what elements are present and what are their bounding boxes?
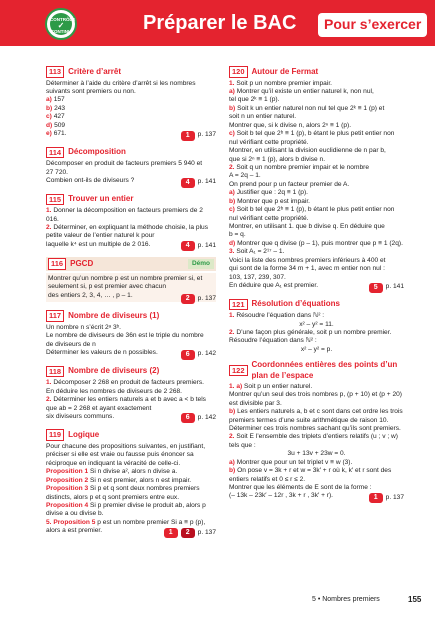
item-marker: 1. xyxy=(229,312,235,320)
method-icon: 1 xyxy=(164,528,178,538)
exercise-line: b) 243 xyxy=(46,104,66,112)
exercise-title: Nombre de diviseurs (1) xyxy=(68,310,160,320)
exercise-line: e) 671. xyxy=(46,130,67,138)
exercise-line: a) Montrer que pour un tel triplet v ≡ w (3). xyxy=(229,458,353,466)
exercise-line: Montrer que les éléments de E sont de la forme : xyxy=(229,484,372,492)
item-marker: c) xyxy=(229,130,235,138)
exercise-line: c) Soit b tel que 2ᵇ ≡ 1 (p), b étant le plus petit entier non xyxy=(229,206,395,214)
item-marker: 2. xyxy=(229,329,235,336)
exercise-number: 114 xyxy=(46,147,64,159)
item-marker: b) xyxy=(46,104,53,112)
item-marker: 5. Proposition 5 xyxy=(46,518,96,526)
exercise-line: x² – y² = p. xyxy=(300,345,333,353)
method-icon: 2 xyxy=(181,528,195,538)
exercise-line: est divisible par 3. xyxy=(229,399,282,407)
exercise-line: 2. Déterminer les entiers naturels a et b avec a < b tels xyxy=(46,396,206,404)
exercise-line: a) Justifier que : 2q ≡ 1 (p). xyxy=(229,189,308,197)
exercise-body xyxy=(46,443,216,536)
exercise-line: Décomposer en produit de facteurs premiers 5 940 et xyxy=(46,160,203,168)
exercise-line: Combien ont-ils de diviseurs ? xyxy=(46,177,135,185)
exercise-header xyxy=(46,257,216,271)
exercise-line: (– 13k – 23k′ – 12r , 3k + r , 3k′ + r). xyxy=(229,492,333,500)
exercise-line: d) Montrer que q divise (p – 1), puis montrer que p ≡ 1 (2q). xyxy=(229,239,403,247)
exercise-line: Déterminer ces trois nombres sachant qu’ils sont premiers. xyxy=(229,424,401,432)
exercise-line: soit n un entier naturel. xyxy=(229,113,297,121)
exercise-line: Déterminer les valeurs de n possibles. xyxy=(46,349,158,357)
item-marker: b) xyxy=(229,197,236,205)
exercise-line: 5. Proposition 5 p est un nombre premier Si a ≡ p (p), xyxy=(46,518,206,526)
method-icon: 4 xyxy=(181,241,195,251)
item-marker: Proposition 1 xyxy=(46,468,89,476)
exercise-title: Résolution d’équations xyxy=(251,299,340,309)
exercise-line: b) Soit k un entier naturel non nul tel que 2ᵏ ≡ 1 (p) et xyxy=(229,104,385,112)
method-icon: 6 xyxy=(181,350,195,360)
exercise-line: Montrer qu’un nombre p est un nombre premier si, et xyxy=(48,274,203,282)
exercise-header xyxy=(229,299,404,311)
exercise-line: divise a ou divise b. xyxy=(46,510,104,518)
item-marker: b) xyxy=(229,104,236,112)
exercise-line: des entiers 2, 3, 4, … , p – 1. xyxy=(48,291,133,299)
page-reference: p. 141 xyxy=(197,242,216,250)
exercise-113 xyxy=(46,66,216,141)
exercise-line: Déterminer à l’aide du critère d’arrêt si les nombres xyxy=(46,79,196,87)
exercise-line: distincts, alors p et q sont premiers entre eux. xyxy=(46,493,180,501)
exercise-line: d) 509 xyxy=(46,121,66,129)
exercise-119 xyxy=(46,429,216,537)
item-marker: 2. xyxy=(46,396,52,404)
exercise-title: Coordonnées entières des points d’un plan de l’espace xyxy=(251,360,398,380)
exercise-number: 121 xyxy=(229,299,248,311)
exercise-title: Autour de Fermat xyxy=(251,66,319,76)
exercise-line: c) Soit b tel que 2ᵇ ≡ 1 (p), b étant le plus petit entier non xyxy=(229,130,395,138)
page-reference: p. 142 xyxy=(197,350,216,358)
page-reference: p. 137 xyxy=(197,528,216,536)
method-icon: 6 xyxy=(181,413,195,423)
exercise-header xyxy=(46,310,216,322)
exercise-line: En déduire que A₁ est premier. xyxy=(229,282,319,290)
exercise-line: Montrer, en utilisant 1. que b divise q. En déduire que xyxy=(229,223,385,231)
page-reference: p. 137 xyxy=(385,493,404,501)
exercise-line: b) Les entiers naturels a, b et c sont dans cet ordre les trois xyxy=(229,408,403,416)
item-marker: c) xyxy=(46,113,52,121)
item-marker: d) xyxy=(46,121,53,129)
exercise-number: 118 xyxy=(46,366,64,378)
exercise-line: Un nombre n s’écrit 2ᵃ 3ᵇ. xyxy=(46,323,121,331)
item-marker: c) xyxy=(229,206,235,214)
item-marker: 1. xyxy=(46,379,52,387)
exercise-line: tel que 2ᵏ ≡ 1 (p). xyxy=(229,96,280,104)
exercise-title: PGCD xyxy=(70,259,94,269)
exercise-number: 116 xyxy=(48,258,66,270)
left-column xyxy=(46,66,216,544)
exercise-line: A = 2q – 1. xyxy=(229,172,261,180)
exercise-line: c) 427 xyxy=(46,113,65,121)
item-marker: d) xyxy=(229,239,236,247)
exercise-line: Montrer qu’un seul des trois nombres p, (p + 10) et (p + 20) xyxy=(229,391,402,399)
page-title: Préparer le BAC xyxy=(143,12,297,34)
exercise-line: x² – y² = 11. xyxy=(299,320,334,328)
exercise-line: 2. Déterminer, en expliquant la méthode choisie, la plus xyxy=(46,224,209,232)
page-reference: p. 137 xyxy=(197,295,216,303)
exercise-title: Trouver un entier xyxy=(68,194,134,204)
page-reference: p. 142 xyxy=(197,414,216,422)
exercise-116 xyxy=(46,257,216,304)
page-reference: p. 137 xyxy=(197,131,216,139)
exercise-line: 1. a) Soit p un entier naturel. xyxy=(229,382,313,390)
exercise-header xyxy=(229,360,404,380)
exercise-line: alors a est premier. xyxy=(46,527,103,535)
exercise-118 xyxy=(46,366,216,424)
item-marker: e) xyxy=(46,130,52,138)
exercise-line: b) Montrer que p est impair. xyxy=(229,197,310,205)
exercise-120 xyxy=(229,66,404,293)
exercise-line: a) Montrer qu’il existe un entier naturel k, non nul, xyxy=(229,88,374,96)
exercise-117 xyxy=(46,310,216,359)
exercise-number: 119 xyxy=(46,429,64,441)
exercise-line: premiers termes d’une suite arithmétique de raison 10. xyxy=(229,416,389,424)
exercise-line: 3u + 13v + 23w = 0. xyxy=(287,450,346,458)
exercise-line: qui sont de la forme 34 m + 1, avec m entier non nul : xyxy=(229,265,385,273)
exercise-line: Montrer que, si k divise n, alors 2ⁿ ≡ 1 (p). xyxy=(229,121,352,129)
exercise-header xyxy=(46,366,216,378)
exercise-line: 2. Soit E l’ensemble des triplets d’entiers relatifs (u ; v ; w) xyxy=(229,433,398,441)
exercise-line: On prend pour p un facteur premier de A. xyxy=(229,180,350,188)
exercise-line: 1. Soit p un nombre premier impair. xyxy=(229,79,332,87)
exercise-line: b) On pose v = 3k + r et w = 3k′ + r où k, k′ et r sont des xyxy=(229,467,392,475)
item-marker: 3. xyxy=(229,248,235,256)
exercise-line: réciproque en indiquant la véracité de celle-ci. xyxy=(46,459,181,467)
exercise-number: 115 xyxy=(46,194,64,206)
exercise-line: 2. Soit q un nombre premier impair et le nombre xyxy=(229,163,369,171)
exercise-header xyxy=(46,429,216,441)
exercise-header xyxy=(229,66,404,78)
exercise-header xyxy=(46,66,216,78)
exercise-line: suivants sont premiers ou non. xyxy=(46,88,136,96)
method-icon: 4 xyxy=(181,178,195,188)
exercise-line: de diviseurs de n xyxy=(46,340,96,348)
exercise-line: nul vérifiant cette propriété. xyxy=(229,138,309,146)
exercise-line: Proposition 2 Si n est premier, alors n est impair. xyxy=(46,476,192,484)
exercise-line: Proposition 3 Si p et q sont deux nombres premiers xyxy=(46,485,200,493)
item-marker: 2. xyxy=(46,224,52,232)
exercise-header xyxy=(46,194,216,206)
check-icon: ✓ xyxy=(57,21,65,30)
right-column xyxy=(229,66,404,509)
page-footer xyxy=(312,595,422,605)
exercise-line: b = q. xyxy=(229,231,246,239)
exercise-line: 1. Résoudre l’équation dans ℕ² : xyxy=(229,312,325,320)
exercise-line: 103, 137, 239, 307. xyxy=(229,273,286,281)
exercise-115 xyxy=(46,194,216,252)
item-marker: 1. a) xyxy=(229,382,243,390)
exercise-114 xyxy=(46,147,216,188)
exercise-line: seulement si, p est premier avec chacun xyxy=(48,283,167,291)
exercise-line: En déduire les nombres de diviseurs de 2 268. xyxy=(46,387,182,395)
exercise-line: 1. Donner la décomposition en facteurs premiers de 2 016. xyxy=(46,207,203,223)
badge-top-text: CONTRÔLE xyxy=(50,17,76,22)
exercise-body xyxy=(229,312,404,354)
footer-chapter: 5 • Nombres premiers xyxy=(312,596,380,603)
exercise-line: laquelle k⁴ est un multiple de 2 016. xyxy=(46,240,151,248)
item-marker: Proposition 2 xyxy=(46,476,89,484)
item-marker: a) xyxy=(229,458,235,466)
exercise-line: que ab = 2 268 et ayant exactement xyxy=(46,404,152,412)
page-header xyxy=(0,0,435,46)
badge-inner xyxy=(50,13,76,35)
exercise-line: a) 157 xyxy=(46,96,65,104)
exercise-line: 1. Décomposer 2 268 en produit de facteurs premiers. xyxy=(46,379,204,387)
exercise-title: Décomposition xyxy=(68,147,126,157)
page-number: 155 xyxy=(408,595,422,604)
exercise-line: 2. D’une façon plus générale, soit p un nombre premier. xyxy=(229,329,392,336)
exercise-line: Montrer, en utilisant la division euclidienne de n par b, xyxy=(229,147,386,155)
exercise-title: Nombre de diviseurs (2) xyxy=(68,366,160,376)
exercise-body xyxy=(229,80,404,291)
method-icon: 2 xyxy=(181,294,195,304)
exercise-121 xyxy=(229,299,404,355)
item-marker: Proposition 3 xyxy=(46,485,89,493)
exercise-title: Logique xyxy=(68,430,100,440)
exercise-line: six diviseurs communs. xyxy=(46,412,115,420)
exercise-line: Pour chacune des propositions suivantes, en justifiant, xyxy=(46,442,206,450)
exercise-line: tels que : xyxy=(229,441,256,449)
item-marker: 2. xyxy=(229,163,235,171)
page-reference: p. 141 xyxy=(385,283,404,291)
item-marker: b) xyxy=(229,467,236,475)
exercise-122 xyxy=(229,360,404,503)
section-pill: Pour s’exercer xyxy=(318,13,427,37)
exercise-line: que si 2ⁿ ≡ 1 (p), alors b divise n. xyxy=(229,155,326,163)
exercise-line: 27 720. xyxy=(46,168,68,176)
exercise-line: Le nombre de diviseurs de 36n est le triple du nombre xyxy=(46,332,204,340)
exercise-header xyxy=(46,147,216,159)
page-reference: p. 141 xyxy=(197,178,216,186)
item-marker: a) xyxy=(229,189,235,197)
exercise-line: Proposition 1 Si n divise a², alors n divise a. xyxy=(46,468,178,476)
exercise-number: 120 xyxy=(229,66,248,78)
item-marker: a) xyxy=(229,88,235,96)
exercise-line: Voici la liste des nombres premiers inférieurs à 400 et xyxy=(229,256,386,264)
exercise-line: petite valeur de l’entier naturel k pour xyxy=(46,232,155,240)
exercise-title: Critère d’arrêt xyxy=(68,66,122,76)
item-marker: 2. xyxy=(229,433,235,441)
exercise-line: 3. Soit A₁ = 2¹⁷ – 1. xyxy=(229,248,285,256)
exercise-number: 113 xyxy=(46,66,64,78)
exercise-line: nul vérifiant cette propriété. xyxy=(229,214,309,222)
item-marker: a) xyxy=(46,96,52,104)
exercise-body xyxy=(229,383,404,501)
method-icon: 1 xyxy=(181,131,195,141)
item-marker: 1. xyxy=(46,207,52,215)
exercise-line: Proposition 4 Si p premier divise le produit ab, alors p xyxy=(46,502,206,510)
controle-continu-badge xyxy=(45,8,77,40)
method-icon: 5 xyxy=(369,283,383,293)
item-marker: 1. xyxy=(229,79,235,87)
exercise-number: 122 xyxy=(229,365,248,377)
demo-tag: Démo xyxy=(188,259,214,269)
exercise-line: préciser si elle est vraie ou fausse puis énoncer sa xyxy=(46,451,194,459)
method-reference xyxy=(46,131,216,141)
item-marker: b) xyxy=(229,408,236,416)
exercise-line: entiers relatifs et 0 ≤ r ≤ 2. xyxy=(229,475,306,483)
method-icon: 1 xyxy=(369,493,383,503)
badge-bottom-text: CONTINU xyxy=(50,29,72,34)
exercise-number: 117 xyxy=(46,310,64,322)
exercise-line: Résoudre l’équation dans ℕ² : xyxy=(229,337,317,345)
item-marker: Proposition 4 xyxy=(46,502,89,510)
